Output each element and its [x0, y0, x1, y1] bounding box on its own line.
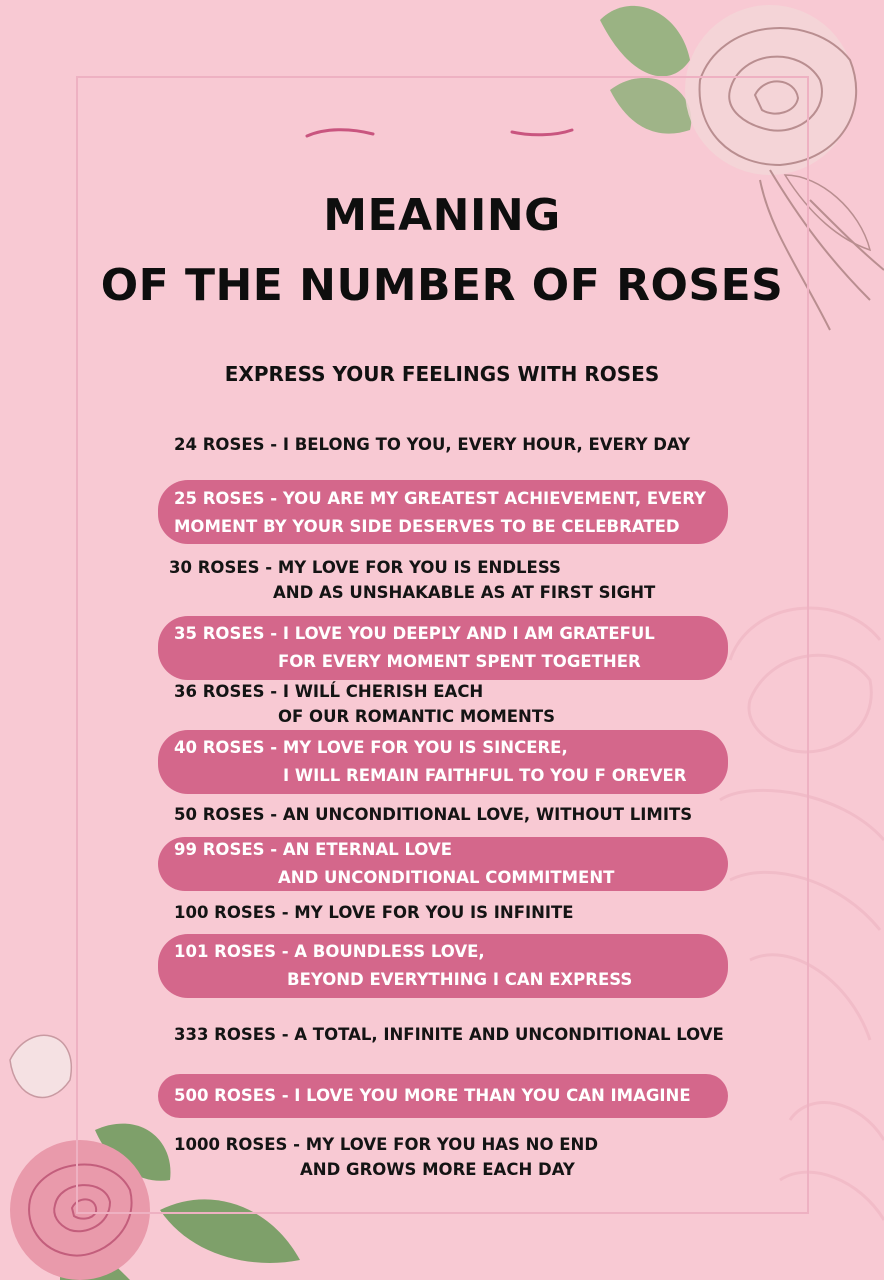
rose-meaning-50: 50 ROSES - AN UNCONDITIONAL LOVE, WITHOUT LIMITS: [174, 805, 693, 824]
page-subtitle: EXPRESS YOUR FEELINGS WITH ROSES: [224, 362, 660, 386]
rose-meaning-500: 500 ROSES - I LOVE YOU MORE THAN YOU CAN IMAGINE: [174, 1086, 691, 1105]
rose-meaning-40-line2: I WILL REMAIN FAITHFUL TO YOU F OREVER: [283, 766, 687, 785]
rose-meaning-25-line2: MOMENT BY YOUR SIDE DESERVES TO BE CELEBRATED: [174, 517, 680, 536]
rose-meaning-35-line2: FOR EVERY MOMENT SPENT TOGETHER: [278, 652, 641, 671]
rose-meaning-30-line2: AND AS UNSHAKABLE AS AT FIRST SIGHT: [273, 583, 656, 602]
rose-meaning-30-line1: 30 ROSES - MY LOVE FOR YOU IS ENDLESS: [169, 558, 561, 577]
rose-meaning-99-line1: 99 ROSES - AN ETERNAL LOVE: [174, 840, 453, 859]
page-title-line2: OF THE NUMBER OF ROSES: [100, 260, 784, 311]
rose-meaning-36-line1: 36 ROSES - I WILĹ CHERISH EACH: [174, 682, 484, 701]
brush-stroke-right: [510, 126, 574, 142]
rose-meaning-99-line2: AND UNCONDITIONAL COMMITMENT: [278, 868, 615, 887]
rose-meaning-35-line1: 35 ROSES - I LOVE YOU DEEPLY AND I AM GRATEFUL: [174, 624, 655, 643]
rose-meaning-100: 100 ROSES - MY LOVE FOR YOU IS INFINITE: [174, 903, 574, 922]
rose-meaning-40-line1: 40 ROSES - MY LOVE FOR YOU IS SINCERE,: [174, 738, 568, 757]
rose-meaning-24: 24 ROSES - I BELONG TO YOU, EVERY HOUR, EVERY DAY: [174, 435, 691, 454]
brush-stroke-left: [305, 126, 375, 142]
rose-meaning-36-line2: OF OUR ROMANTIC MOMENTS: [278, 707, 555, 726]
rose-meaning-333: 333 ROSES - A TOTAL, INFINITE AND UNCONDITIONAL LOVE: [174, 1025, 724, 1044]
page-title-line1: MEANING: [323, 190, 561, 241]
rose-meaning-25-line1: 25 ROSES - YOU ARE MY GREATEST ACHIEVEMENT, EVERY: [174, 489, 706, 508]
rose-meaning-101-line2: BEYOND EVERYTHING I CAN EXPRESS: [287, 970, 633, 989]
rose-meaning-1000-line1: 1000 ROSES - MY LOVE FOR YOU HAS NO END: [174, 1135, 599, 1154]
rose-meaning-101-line1: 101 ROSES - A BOUNDLESS LOVE,: [174, 942, 485, 961]
rose-meaning-1000-line2: AND GROWS MORE EACH DAY: [300, 1160, 575, 1179]
